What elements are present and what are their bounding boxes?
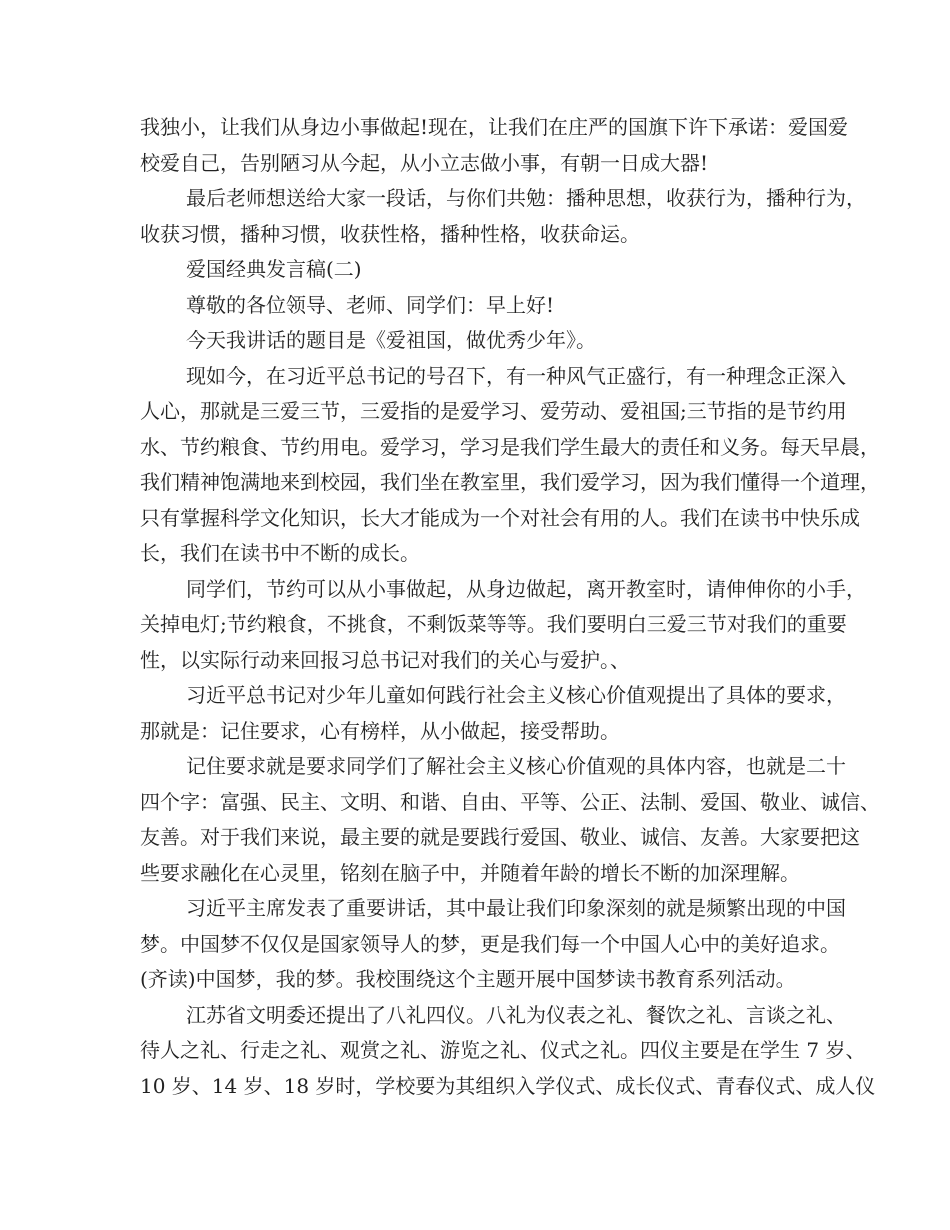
text-line: 些要求融化在心灵里，铭刻在脑子中，并随着年龄的增长不断的加深理解。 [140, 860, 800, 885]
text-line: 性，以实际行动来回报习总书记对我们的关心与爱护。、 [140, 647, 630, 672]
text-line: 习近平主席发表了重要讲话，其中最让我们印象深刻的就是频繁出现的中国 [186, 896, 846, 920]
text-line: 现如今，在习近平总书记的号召下，有一种风气正盛行，有一种理念正深入 [186, 363, 846, 388]
text-line: 同学们，节约可以从小事做起，从身边做起，离开教室时，请伸伸你的小手， [186, 576, 866, 601]
text-line: 收获习惯，播种习惯，收获性格，播种性格，收获命运。 [140, 221, 640, 246]
text-line: 只有掌握科学文化知识，长大才能成为一个对社会有用的人。我们在读书中快乐成 [140, 505, 860, 530]
greeting-line: 尊敬的各位领导、老师、同学们：早上好! [186, 292, 555, 317]
document-page [140, 110, 880, 1104]
text-line: 长，我们在读书中不断的成长。 [140, 541, 420, 565]
section-heading: 爱国经典发言稿(二) [186, 257, 362, 281]
text-line: 关掉电灯;节约粮食，不挑食，不剩饭菜等等。我们要明白三爱三节对我们的重要 [140, 612, 847, 636]
topic-line: 今天我讲话的题目是《爱祖国，做优秀少年》。 [186, 328, 596, 352]
text-line: 那就是：记住要求，心有榜样，从小做起，接受帮助。 [140, 718, 620, 743]
text-line: 梦。中国梦不仅仅是国家领导人的梦，更是我们每一个中国人心中的美好追求。 [140, 931, 840, 956]
text-line: 我们精神饱满地来到校园，我们坐在教室里，我们爱学习，因为我们懂得一个道理， [140, 470, 880, 494]
text-line: 人心，那就是三爱三节，三爱指的是爱学习、爱劳动、爱祖国;三节指的是节约用 [140, 399, 847, 423]
text-line: 我独小，让我们从身边小事做起!现在，让我们在庄严的国旗下许下承诺：爱国爱 [140, 115, 849, 139]
text-line: (齐读)中国梦，我的梦。我校围绕这个主题开展中国梦读书教育系列活动。 [140, 967, 796, 991]
text-line: 江苏省文明委还提出了八礼四仪。八礼为仪表之礼、餐饮之礼、言谈之礼、 [186, 1002, 846, 1027]
text-line: 待人之礼、行走之礼、观赏之礼、游览之礼、仪式之礼。四仪主要是在学生 7 岁、 [140, 1038, 866, 1062]
text-line: 习近平总书记对少年儿童如何践行社会主义核心价值观提出了具体的要求， [186, 683, 846, 707]
text-line: 水、节约粮食、节约用电。爱学习，学习是我们学生最大的责任和义务。每天早晨， [140, 434, 880, 459]
text-line: 友善。对于我们来说，最主要的就是要践行爱国、敬业、诚信、友善。大家要把这 [140, 825, 860, 849]
text-line: 10 岁、14 岁、18 岁时，学校要为其组织入学仪式、成长仪式、青春仪式、成人仪 [140, 1073, 876, 1098]
text-line: 最后老师想送给大家一段话，与你们共勉：播种思想，收获行为，播种行为， [186, 186, 866, 210]
text-line: 四个字：富强、民主、文明、和谐、自由、平等、公正、法制、爱国、敬业、诚信、 [140, 789, 880, 814]
text-line: 记住要求就是要求同学们了解社会主义核心价值观的具体内容，也就是二十 [186, 754, 846, 778]
text-line: 校爱自己，告别陋习从今起，从小立志做小事，有朝一日成大器! [140, 150, 709, 175]
